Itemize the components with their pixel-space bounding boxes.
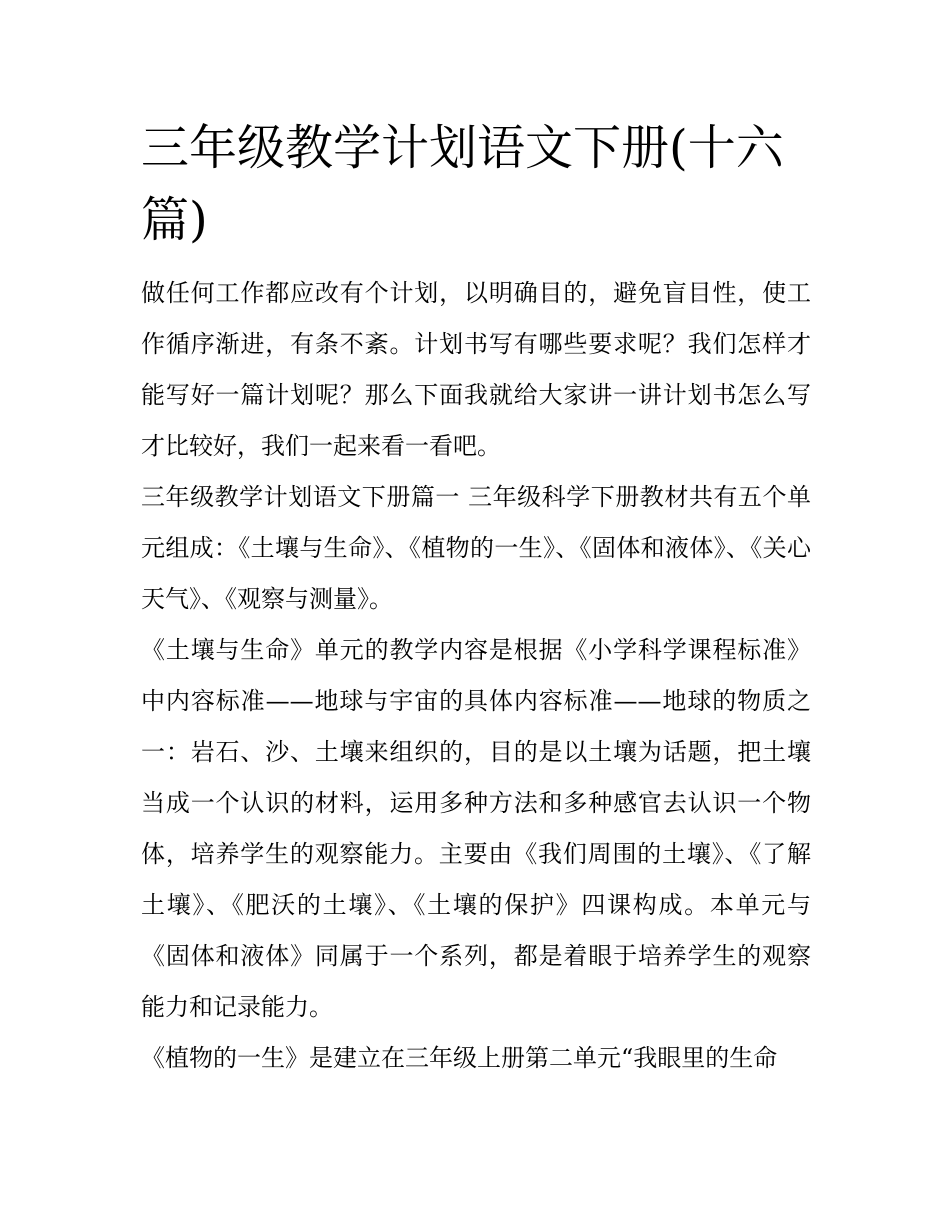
paragraph-units-overview: 三年级教学计划语文下册篇一 三年级科学下册教材共有五个单元组成：《土壤与生命》、《植物的一生》、《固体和液体》、《关心天气》、《观察与测量》。 bbox=[141, 483, 811, 613]
paragraph-soil-unit: 《土壤与生命》单元的教学内容是根据《小学科学课程标准》中内容标准——地球与宇宙的具体内容标准——地球的物质之一：岩石、沙、土壤来组织的，目的是以土壤为话题，把土壤当成一个认识的材料，运用多种方法和多种感官去认识一个物体，培养学生的观察能力。主要由《我们周围的土壤》、《了解土壤》、《肥沃的土壤》、《土壤的保护》四课构成。本单元与《固体和液体》同属于一个系列，都是着眼于培养学生的观察能力和记录能力。 bbox=[141, 636, 811, 1021]
paragraph-plant-unit: 《植物的一生》是建立在三年级上册第二单元“我眼里的生命 bbox=[141, 1044, 778, 1072]
paragraph-intro: 做任何工作都应改有个计划，以明确目的，避免盲目性，使工作循序渐进，有条不紊。计划书写有哪些要求呢？我们怎样才能写好一篇计划呢？那么下面我就给大家讲一讲计划书怎么写才比较好，我们一起来看一看吧。 bbox=[141, 279, 811, 460]
document-title: 三年级教学计划语文下册(十六篇) bbox=[141, 120, 784, 248]
document-body bbox=[141, 112, 811, 1084]
